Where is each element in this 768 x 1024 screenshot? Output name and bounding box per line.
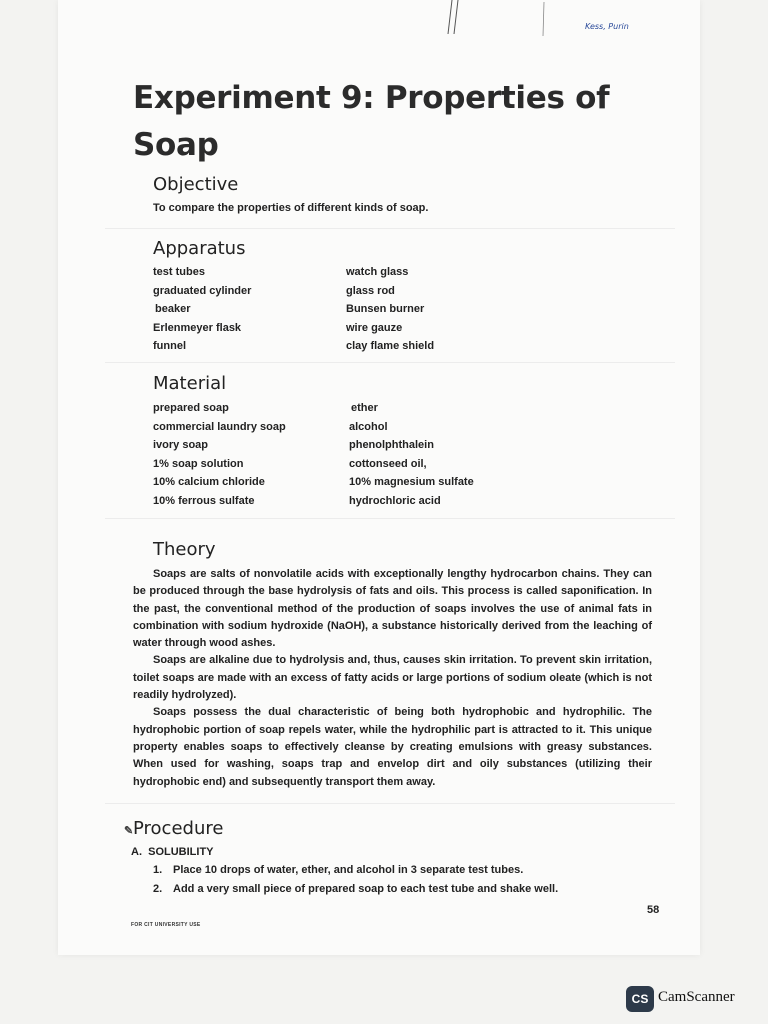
- list-item: alcohol: [349, 420, 388, 433]
- theory-body: [133, 566, 652, 791]
- list-item: graduated cylinder: [153, 284, 252, 297]
- page-title: Experiment 9: Properties of Soap: [133, 80, 610, 163]
- material-list-right: [349, 399, 474, 511]
- theory-paragraph: Soaps are alkaline due to hydrolysis and, thus, causes skin irritation. To prevent skin irritation, toilet soaps are made with an excess of fatty acids or large portions of sodium oleate (which is not readily hydrolyzed).: [133, 654, 652, 702]
- list-item: test tubes: [153, 266, 205, 278]
- theory-paragraph: Soaps possess the dual characteristic of being both hydrophobic and hydrophilic. The hydrophobic portion of soap repels water, while the hydrophilic part is attracted to it. This unique property enables soaps to effectively cleanse by creating emulsions with greasy substances. When used for washing, soaps trap and envelop dirt and oily substances (utilizing their hydrophobic end) and subsequently transport them away.: [133, 706, 652, 788]
- procedure-heading: Procedure: [133, 818, 224, 839]
- list-item: wire gauze: [346, 321, 403, 334]
- list-item: cottonseed oil,: [349, 457, 427, 470]
- list-item: clay flame shield: [346, 340, 435, 353]
- list-item: beaker: [155, 303, 191, 316]
- apparatus-list-left: [153, 263, 251, 356]
- list-item: funnel: [153, 340, 186, 353]
- list-item: prepared soap: [153, 402, 229, 414]
- camscanner-label: CamScanner: [658, 989, 735, 1005]
- page-number: 58: [647, 904, 660, 916]
- apparatus-heading: Apparatus: [153, 238, 246, 259]
- theory-heading: Theory: [153, 539, 216, 560]
- apparatus-list-right: [346, 263, 434, 356]
- list-item: watch glass: [346, 266, 409, 278]
- material-heading: Material: [153, 373, 227, 394]
- list-item: Bunsen burner: [346, 303, 425, 316]
- pen-marks: [440, 0, 550, 40]
- material-list-left: [153, 399, 286, 511]
- list-item: commercial laundry soap: [153, 420, 286, 433]
- list-item: 10% ferrous sulfate: [153, 494, 255, 507]
- list-item: hydrochloric acid: [349, 494, 441, 507]
- list-item: glass rod: [346, 284, 395, 297]
- list-item: 1. Place 10 drops of water, ether, and alcohol in 3 separate test tubes.: [153, 864, 524, 876]
- list-item: Erlenmeyer flask: [153, 321, 242, 334]
- list-item: ivory soap: [153, 439, 209, 452]
- handwritten-annotation: Kess, Purin: [585, 22, 629, 31]
- objective-heading: Objective: [153, 174, 239, 195]
- list-item: 10% magnesium sulfate: [349, 476, 474, 489]
- footer-text: FOR CIT UNIVERSITY USE: [131, 922, 201, 928]
- camscanner-logo-icon: CS: [626, 986, 654, 1012]
- procedure-steps: [153, 861, 558, 898]
- theory-paragraph: Soaps are salts of nonvolatile acids with exceptionally lengthy hydrocarbon chains. They can be produced through the base hydrolysis of fats and oils. This process is called saponification. In the past, the conventional method of the production of soaps involves the use of animal fats in combination with sodium hydroxide (NaOH), a substance historically derived from the leaching of water through wood ashes.: [133, 568, 652, 650]
- list-item: 10% calcium chloride: [153, 476, 265, 489]
- saponification-term: saponification.: [561, 585, 639, 598]
- list-item: 2. Add a very small piece of prepared soap to each test tube and shake well.: [153, 882, 559, 895]
- scribble-mark: ✎: [124, 825, 134, 837]
- list-item: 1% soap solution: [153, 457, 244, 470]
- section-heading: A. SOLUBILITY: [131, 846, 214, 858]
- objective-text: To compare the properties of different kinds of soap.: [153, 202, 429, 214]
- list-item: ether: [351, 402, 378, 414]
- list-item: phenolphthalein: [349, 439, 434, 452]
